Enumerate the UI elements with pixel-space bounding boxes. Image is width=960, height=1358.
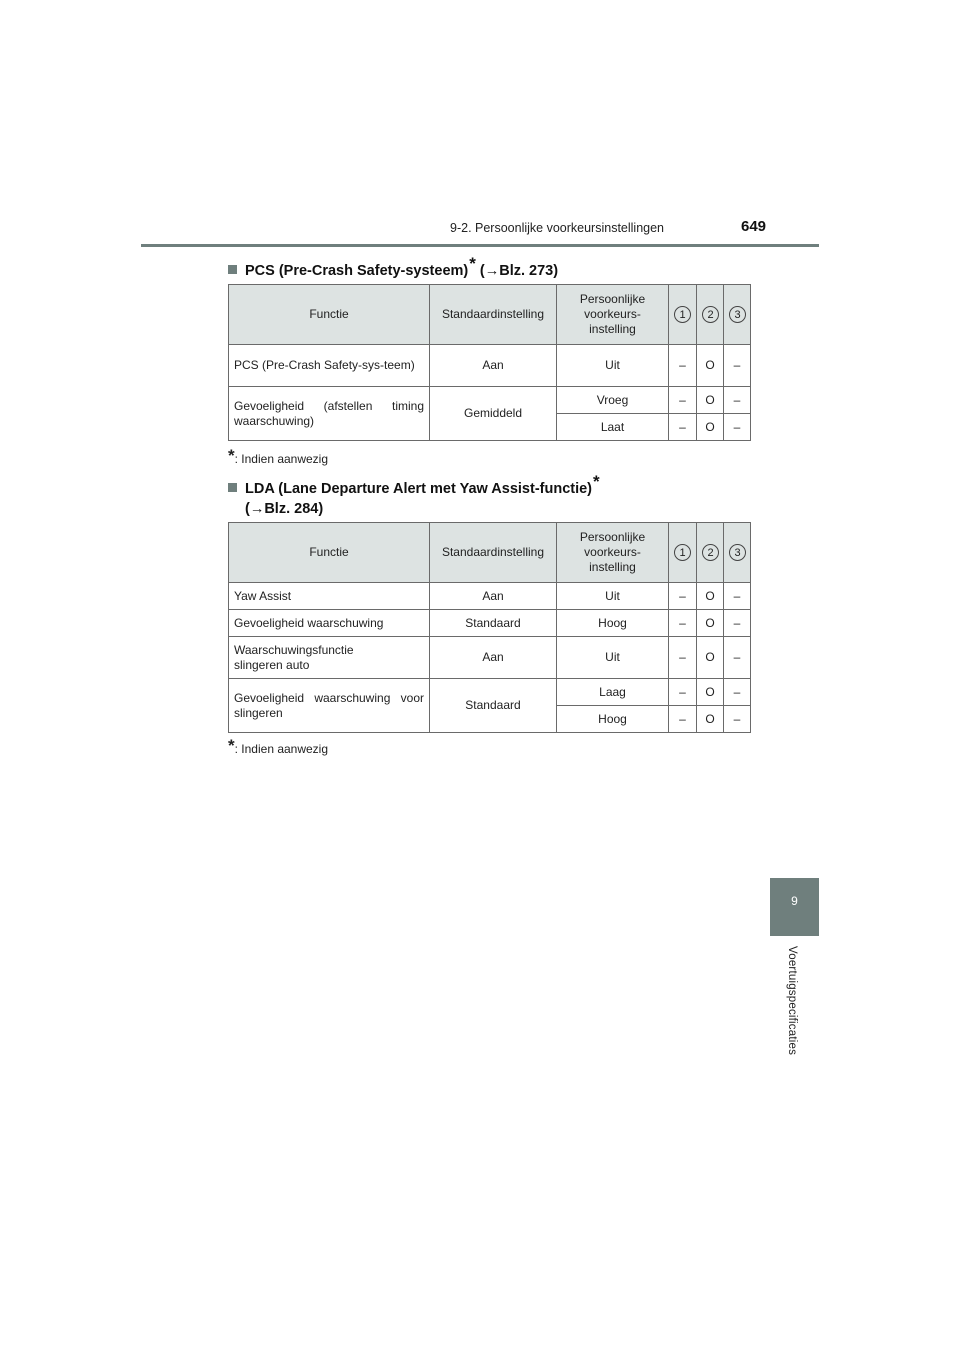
col-persoonlijk bbox=[557, 285, 669, 345]
chapter-label: Voertuigspecificaties bbox=[786, 946, 798, 1056]
cell-standaard: Aan bbox=[430, 637, 557, 679]
cell-c2: O bbox=[697, 637, 724, 679]
cell-c2: O bbox=[697, 414, 724, 441]
cell-functie: Gevoeligheid (afstellen timing waarschuwing) bbox=[229, 387, 430, 441]
cell-c3: – bbox=[724, 583, 751, 610]
lda-table bbox=[228, 522, 751, 733]
cell-functie: Gevoeligheid waarschuwing voor slingeren bbox=[229, 679, 430, 733]
cell-c2: O bbox=[697, 679, 724, 706]
cell-c2: O bbox=[697, 706, 724, 733]
cell-standaard: Gemiddeld bbox=[430, 387, 557, 441]
cell-c2: O bbox=[697, 583, 724, 610]
table-row bbox=[229, 583, 751, 610]
cell-c1: – bbox=[669, 583, 697, 610]
chapter-number: 9 bbox=[791, 894, 798, 908]
cell-persoonlijk: Hoog bbox=[557, 610, 669, 637]
lda-page-ref: (→Blz. 284) bbox=[245, 501, 324, 517]
cell-functie: Gevoeligheid waarschuwing bbox=[229, 610, 430, 637]
cell-persoonlijk: Laat bbox=[557, 414, 669, 441]
cell-c2: O bbox=[697, 610, 724, 637]
circled-3-icon: 3 bbox=[729, 306, 746, 323]
cell-persoonlijk: Laag bbox=[557, 679, 669, 706]
table-row bbox=[229, 679, 751, 706]
col-standaard: Standaardinstelling bbox=[430, 285, 557, 345]
footnote-text: : Indien aanwezig bbox=[234, 452, 329, 466]
col-2 bbox=[697, 523, 724, 583]
cell-c3: – bbox=[724, 345, 751, 387]
pcs-title: PCS (Pre-Crash Safety-systeem) bbox=[245, 263, 469, 279]
cell-functie: Waarschuwingsfunctie slingeren auto bbox=[229, 637, 430, 679]
table-header-row bbox=[229, 285, 751, 345]
circled-1-icon: 1 bbox=[674, 544, 691, 561]
pcs-footnote bbox=[228, 446, 328, 466]
section-header: 9-2. Persoonlijke voorkeursinstellingen bbox=[450, 221, 665, 235]
cell-persoonlijk: Vroeg bbox=[557, 387, 669, 414]
cell-c1: – bbox=[669, 637, 697, 679]
pcs-page-ref: (→Blz. 273) bbox=[475, 263, 559, 279]
cell-c1: – bbox=[669, 706, 697, 733]
cell-standaard: Aan bbox=[430, 345, 557, 387]
table-row bbox=[229, 610, 751, 637]
cell-standaard: Aan bbox=[430, 583, 557, 610]
cell-c1: – bbox=[669, 414, 697, 441]
circled-3-icon: 3 bbox=[729, 544, 746, 561]
footnote-star: * bbox=[228, 446, 235, 465]
table-header-row bbox=[229, 523, 751, 583]
footnote-star: * bbox=[228, 736, 235, 755]
square-bullet-icon bbox=[228, 483, 237, 492]
cell-c3: – bbox=[724, 706, 751, 733]
cell-functie: Yaw Assist bbox=[229, 583, 430, 610]
col-functie: Functie bbox=[229, 285, 430, 345]
cell-persoonlijk: Hoog bbox=[557, 706, 669, 733]
header-divider bbox=[141, 244, 819, 247]
col-standaard: Standaardinstelling bbox=[430, 523, 557, 583]
pcs-heading bbox=[228, 254, 558, 281]
lda-heading bbox=[228, 472, 600, 519]
cell-c3: – bbox=[724, 610, 751, 637]
chapter-tab bbox=[770, 878, 819, 936]
cell-c2: O bbox=[697, 345, 724, 387]
lda-title: LDA (Lane Departure Alert met Yaw Assist-functie) bbox=[245, 481, 593, 497]
cell-c3: – bbox=[724, 637, 751, 679]
pcs-table bbox=[228, 284, 751, 441]
footnote-text: : Indien aanwezig bbox=[234, 742, 329, 756]
col-persoonlijk bbox=[557, 523, 669, 583]
col-persoonlijk-line2: voorkeurs- bbox=[584, 307, 641, 321]
cell-persoonlijk: Uit bbox=[557, 637, 669, 679]
cell-c1: – bbox=[669, 610, 697, 637]
cell-c3: – bbox=[724, 414, 751, 441]
lda-star: * bbox=[593, 472, 600, 491]
lda-footnote bbox=[228, 736, 328, 756]
col-functie: Functie bbox=[229, 523, 430, 583]
col-1 bbox=[669, 285, 697, 345]
col-persoonlijk-line3: instelling bbox=[589, 322, 636, 336]
cell-c2: O bbox=[697, 387, 724, 414]
table-row bbox=[229, 387, 751, 414]
cell-c1: – bbox=[669, 679, 697, 706]
square-bullet-icon bbox=[228, 265, 237, 274]
pcs-star: * bbox=[469, 254, 476, 273]
circled-1-icon: 1 bbox=[674, 306, 691, 323]
cell-c1: – bbox=[669, 345, 697, 387]
col-persoonlijk-line3: instelling bbox=[589, 560, 636, 574]
cell-persoonlijk: Uit bbox=[557, 345, 669, 387]
col-1 bbox=[669, 523, 697, 583]
cell-standaard: Standaard bbox=[430, 610, 557, 637]
table-row bbox=[229, 637, 751, 679]
col-3 bbox=[724, 523, 751, 583]
cell-c1: – bbox=[669, 387, 697, 414]
page-number: 649 bbox=[741, 218, 767, 235]
col-persoonlijk-line1: Persoonlijke bbox=[579, 530, 646, 544]
col-persoonlijk-line1: Persoonlijke bbox=[579, 292, 646, 306]
cell-c3: – bbox=[724, 387, 751, 414]
table-row bbox=[229, 345, 751, 387]
cell-standaard: Standaard bbox=[430, 679, 557, 733]
cell-functie: PCS (Pre-Crash Safety-sys-teem) bbox=[229, 345, 430, 387]
cell-persoonlijk: Uit bbox=[557, 583, 669, 610]
circled-2-icon: 2 bbox=[702, 544, 719, 561]
circled-2-icon: 2 bbox=[702, 306, 719, 323]
col-3 bbox=[724, 285, 751, 345]
col-persoonlijk-line2: voorkeurs- bbox=[584, 545, 641, 559]
cell-c3: – bbox=[724, 679, 751, 706]
col-2 bbox=[697, 285, 724, 345]
